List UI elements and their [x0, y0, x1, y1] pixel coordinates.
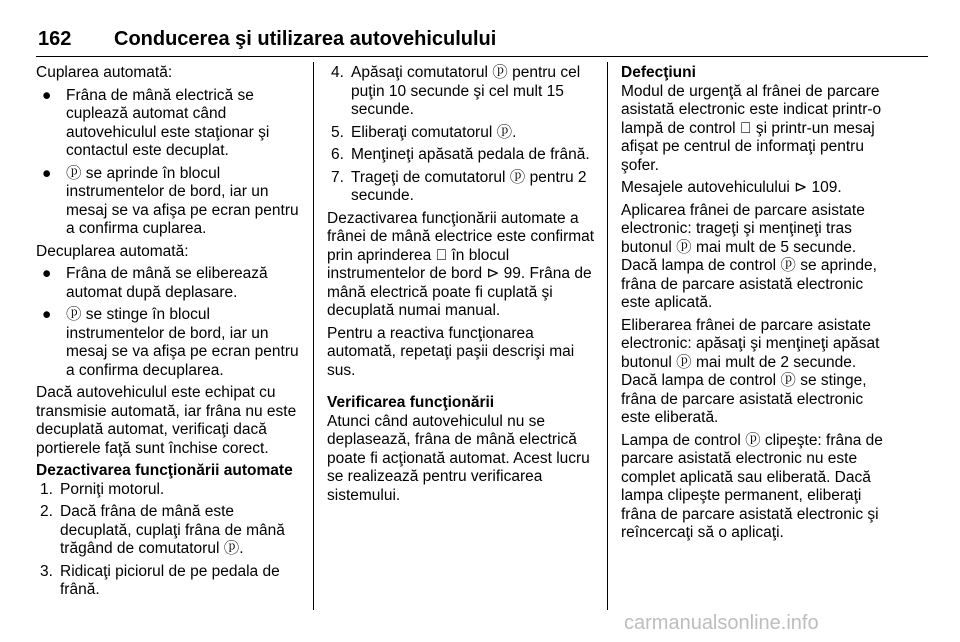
step-text: Eliberaţi comutatorul ⓟ.: [351, 123, 517, 141]
step-number: 2.: [40, 503, 53, 520]
step-item: [327, 124, 595, 143]
bullet: ●: [42, 86, 52, 104]
auto-release-title: Decuplarea automată:: [36, 242, 189, 260]
column-divider-1: [313, 62, 314, 610]
step-item: [36, 481, 301, 500]
step-text: Apăsaţi comutatorul ⓟ pentru cel puţin 10 secunde şi cel mult 15 secunde.: [351, 64, 581, 118]
step-number: 5.: [331, 123, 344, 141]
page-number: 162: [38, 28, 72, 50]
flash-text: Lampa de control ⓟ clipeşte: frâna de parcare asistată electronic nu este complet aplicată sau eliberată. Dacă lampa clipeşte permanent, eliberaţi frâna de parcare asistată electronic şi reîncercaţi să o aplicaţi.: [621, 431, 883, 541]
page-header: [0, 0, 960, 58]
step-number: 7.: [331, 168, 344, 186]
step-number: 3.: [40, 562, 53, 580]
bullet: ●: [42, 164, 52, 182]
reactivate-text: Pentru a reactiva funcţionarea automată, repetaţi paşii descrişi mai sus.: [327, 324, 575, 379]
list-item: [36, 306, 301, 380]
step-text: Porniţi motorul.: [60, 480, 165, 498]
list-item-text: ⓟ se stinge în blocul instrumentelor de bord, iar un mesaj se va afişa pe ecran pentru a confirma decuplarea.: [66, 306, 299, 379]
check-text: Atunci când autovehiculul nu se deplasează, frâna de mână electrică poate fi acţionată automat. Acest lucru se realizează pentru verificarea sistemului.: [327, 412, 590, 504]
step-item: [327, 146, 595, 165]
step-number: 1.: [40, 480, 53, 498]
list-item: [36, 165, 301, 239]
list-item-text: ⓟ se aprinde în blocul instrumentelor de bord, iar un mesaj se va afişa pe ecran pentru a confirma cuplarea.: [66, 164, 299, 237]
list-item: [36, 87, 301, 161]
bullet: ●: [42, 306, 52, 323]
faults-text: Modul de urgenţă al frânei de parcare asistată electronic este indicat printr-o lampă de control ⃞ şi printr-un mesaj afişat pe centrul de informaţi pentru şofer.: [621, 82, 882, 174]
step-text: Trageţi de comutatorul ⓟ pentru 2 secunde.: [351, 168, 587, 204]
header-rule: [36, 56, 928, 57]
faults-heading: Defecţiuni: [621, 64, 696, 81]
column-3: [621, 64, 889, 547]
bullet: ●: [42, 265, 52, 282]
deactivation-heading: Dezactivarea funcţionării automate: [36, 462, 293, 479]
step-text: Ridicaţi piciorul de pe pedala de frână.: [60, 562, 280, 598]
list-item-text: Frâna de mână electrică se cuplează automat când autovehiculul este staţionar şi contactul este decuplat.: [66, 86, 270, 159]
column-2: [327, 64, 595, 509]
page-title: Conducerea şi utilizarea autovehiculului: [114, 28, 497, 50]
step-number: 4.: [331, 64, 344, 81]
step-item: [327, 169, 595, 206]
list-item-text: Frâna de mână se eliberează automat după deplasare.: [66, 265, 268, 301]
step-item: [36, 563, 301, 600]
deactivation-confirm: Dezactivarea funcţionării automate a frânei de mână electrice este confirmat prin aprinderea ⃞ în blocul instrumentelor de bord ⊳ 99. Frâna de mână electrică poate fi cuplată şi decuplată numai manual.: [327, 209, 595, 319]
step-number: 6.: [331, 146, 344, 163]
step-text: Dacă frâna de mână este decuplată, cuplaţi frâna de mână trăgând de comutatorul ⓟ.: [60, 503, 285, 557]
spacer: [327, 384, 595, 394]
check-heading: Verificarea funcţionării: [327, 394, 495, 411]
apply-text: Aplicarea frânei de parcare asistate electronic: trageţi şi menţineţi tras butonul ⓟ mai mult de 5 secunde. Dacă lampa de control ⓟ se aprinde, frâna de parcare asistată electronic este aplicată.: [621, 201, 877, 311]
auto-apply-title: Cuplarea automată:: [36, 64, 173, 81]
column-1: [36, 64, 301, 604]
list-item: [36, 265, 301, 302]
step-item: [327, 64, 595, 120]
vehicle-messages-ref: Mesajele autovehiculului ⊳ 109.: [621, 179, 842, 196]
column-divider-2: [607, 62, 608, 610]
watermark: carmanualsonline.info: [624, 612, 819, 634]
step-item: [36, 503, 301, 559]
automatic-transmission-note: Dacă autovehiculul este echipat cu transmisie automată, iar frâna nu este decuplată automat, verificaţi dacă portierele faţă sunt închise corect.: [36, 384, 297, 457]
step-text: Menţineţi apăsată pedala de frână.: [351, 146, 590, 163]
release-text: Eliberarea frânei de parcare asistate electronic: apăsaţi şi menţineţi apăsat butonul ⓟ mai mult de 2 secunde. Dacă lampa de control ⓟ se stinge, frâna de parcare asistată electronic este eliberată.: [621, 316, 880, 426]
